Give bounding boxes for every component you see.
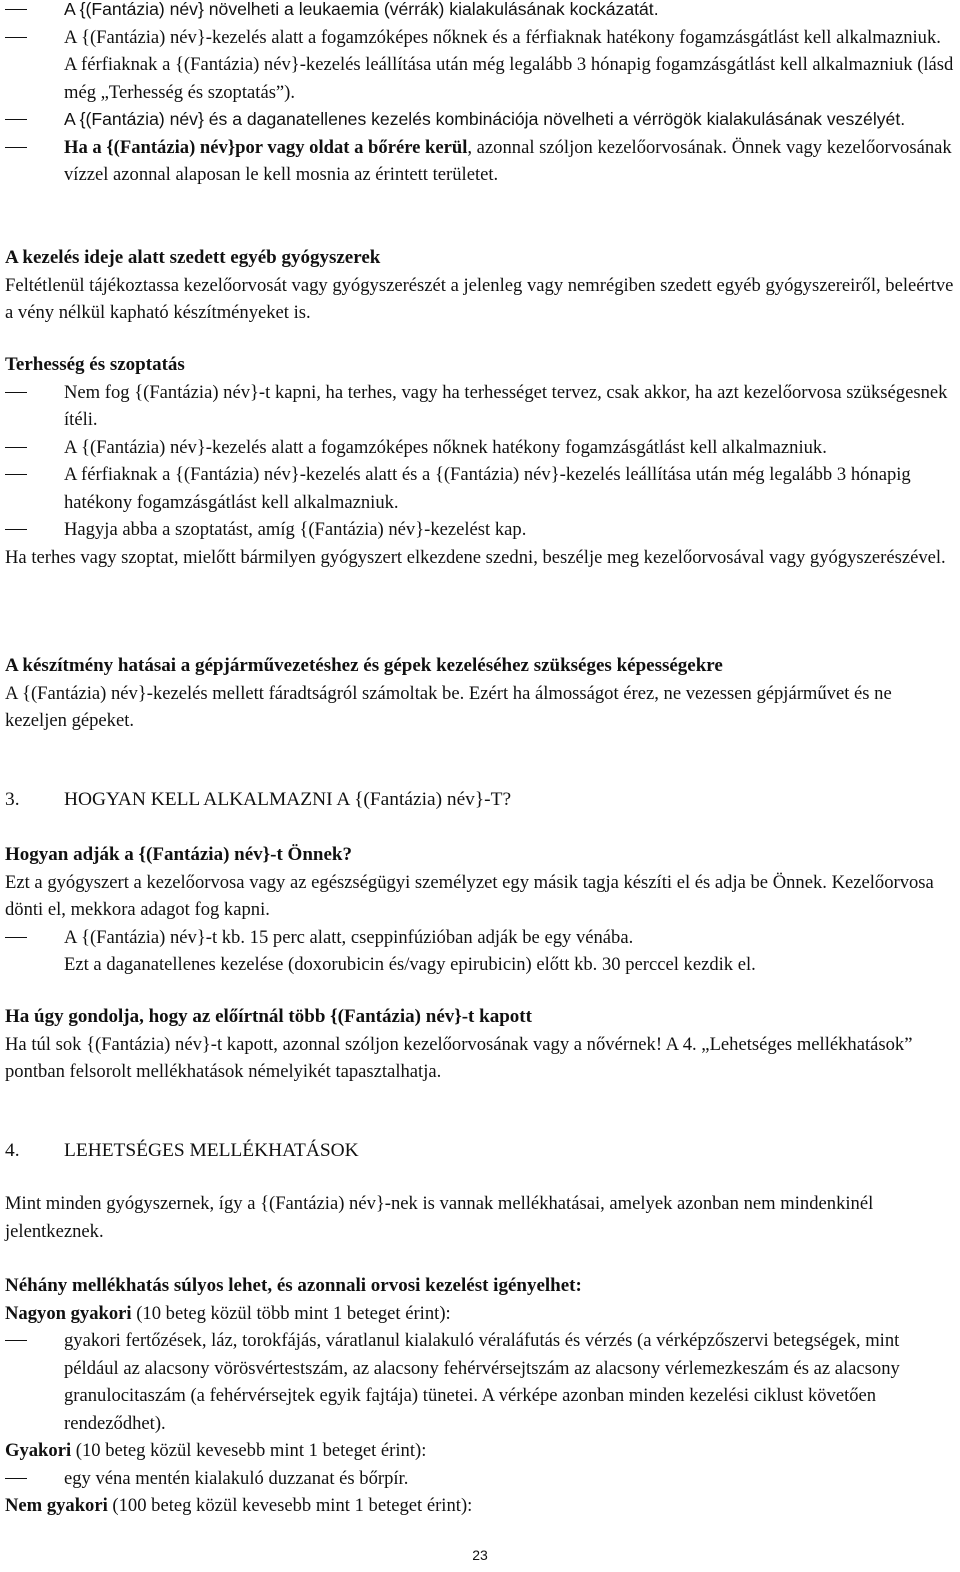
list-item: A {(Fantázia) név} és a daganatellenes kezelés kombinációja növelheti a vérrögök kialakulásának veszélyét. bbox=[5, 106, 955, 134]
list-item: A {(Fantázia) név}-kezelés alatt a fogamzóképes nőknek hatékony fogamzásgátlást kell alkalmazniuk. bbox=[5, 434, 955, 462]
side-effects-intro bbox=[5, 1190, 955, 1245]
page-number: 23 bbox=[472, 1547, 488, 1563]
section-heading: A készítmény hatásai a gépjárművezetéshez és gépek kezeléséhez szükséges képességekre bbox=[5, 655, 723, 676]
other-medicines-section bbox=[5, 244, 955, 327]
paragraph: Ha terhes vagy szoptat, mielőtt bármilyen gyógyszert elkezdene szedni, beszélje meg kezelőorvosával vagy gyógyszerészével. bbox=[5, 546, 946, 568]
pregnancy-section bbox=[5, 351, 955, 571]
section-number: 4. bbox=[5, 1140, 20, 1161]
section-3-heading bbox=[5, 786, 955, 814]
section-4-heading bbox=[5, 1137, 955, 1165]
paragraph: Ezt a gyógyszert a kezelőorvosa vagy az egészségügyi személyzet egy másik tagja készíti el és adja be Önnek. Kezelőorvosa dönti el, mekkora adagot fog kapni. bbox=[5, 871, 934, 920]
dash-bullet bbox=[5, 9, 27, 10]
paragraph: Feltétlenül tájékoztassa kezelőorvosát vagy gyógyszerészét a jelenleg vagy nemrégiben szedett egyéb gyógyszereiről, beleértve a vény nélkül kapható készítményeket is. bbox=[5, 274, 954, 323]
section-title: LEHETSÉGES MELLÉKHATÁSOK bbox=[64, 1140, 359, 1161]
how-given-section bbox=[5, 841, 955, 979]
list-item: A férfiaknak a {(Fantázia) név}-kezelés alatt és a {(Fantázia) név}-kezelés leállítása után még legalább 3 hónapig hatékony fogamzásgátlást kell alkalmazniuk. bbox=[5, 461, 955, 516]
section-heading: Ha úgy gondolja, hogy az előírtnál több {(Fantázia) név}-t kapott bbox=[5, 1006, 532, 1027]
driving-section bbox=[5, 652, 955, 735]
paragraph: Mint minden gyógyszernek, így a {(Fantázia) név}-nek is vannak mellékhatásai, amelyek azonban nem mindenkinél jelentkeznek. bbox=[5, 1193, 874, 1242]
dash-bullet bbox=[5, 37, 27, 38]
dash-bullet bbox=[5, 392, 27, 393]
overdose-section bbox=[5, 1003, 955, 1086]
list-item-skin: Ha a {(Fantázia) név}por vagy oldat a bőrére kerül, azonnal szóljon kezelőorvosának. Önnek vagy kezelőorvosának vízzel azonnal alaposan le kell mosnia az érintett területet. bbox=[5, 134, 955, 189]
frequency-common: Gyakori (10 beteg közül kevesebb mint 1 beteget érint): bbox=[5, 1440, 427, 1461]
list-item: A {(Fantázia) név} növelheti a leukaemia (vérrák) kialakulásának kockázatát. bbox=[5, 0, 955, 24]
frequency-uncommon: Nem gyakori (100 beteg közül kevesebb mint 1 beteget érint): bbox=[5, 1495, 473, 1516]
side-effects-section bbox=[5, 1272, 955, 1520]
section-title: HOGYAN KELL ALKALMAZNI A {(Fantázia) név}-T? bbox=[64, 789, 512, 810]
dash-bullet bbox=[5, 474, 27, 475]
dash-bullet bbox=[5, 937, 27, 938]
list-item: Hagyja abba a szoptatást, amíg {(Fantázia) név}-kezelést kap. bbox=[5, 516, 955, 544]
dash-bullet bbox=[5, 447, 27, 448]
top-list bbox=[5, 0, 955, 189]
list-item: A {(Fantázia) név}-kezelés alatt a fogamzóképes nőknek és a férfiaknak hatékony fogamzásgátlást kell alkalmazniuk. A férfiaknak a {(Fantázia) név}-kezelés leállítása után még legalább 3 hónapig fogamzásgátlást kell alkalmazniuk (lásd még „Terhesség és szoptatás”). bbox=[5, 24, 955, 107]
list-item-continuation: Ezt a daganatellenes kezelése (doxorubicin és/vagy epirubicin) előtt kb. 30 perccel kezdik el. bbox=[64, 954, 756, 975]
section-heading: Terhesség és szoptatás bbox=[5, 354, 185, 375]
paragraph: Ha túl sok {(Fantázia) név}-t kapott, azonnal szóljon kezelőorvosának vagy a nővérnek! A 4. „Lehetséges mellékhatások” pontban felsorolt mellékhatások némelyikét tapasztalhatja. bbox=[5, 1033, 913, 1082]
list-item: gyakori fertőzések, láz, torokfájás, váratlanul kialakuló véraláfutás és vérzés (a vérképzőszervi betegségek, mint például az alacsony vörösvértestszám, az alacsony fehérvérsejtszám az alacsony vérlemezkeszám és az alacsony granulocitaszám (a fehérvérsejtek egyik fajtája) tünetei. A vérképe azonban minden kezelési ciklust követően rendeződhet). bbox=[5, 1327, 955, 1437]
dash-bullet bbox=[5, 529, 27, 530]
list-item: Nem fog {(Fantázia) név}-t kapni, ha terhes, vagy ha terhességet tervez, csak akkor, ha azt kezelőorvosa szükségesnek ítéli. bbox=[5, 379, 955, 434]
list-item: A {(Fantázia) név}-t kb. 15 perc alatt, cseppinfúzióban adják be egy vénába. bbox=[5, 924, 955, 952]
section-heading: Néhány mellékhatás súlyos lehet, és azonnali orvosi kezelést igényelhet: bbox=[5, 1275, 582, 1296]
section-heading: Hogyan adják a {(Fantázia) név}-t Önnek? bbox=[5, 844, 352, 865]
section-number: 3. bbox=[5, 789, 20, 810]
frequency-very-common: Nagyon gyakori (10 beteg közül több mint 1 beteget érint): bbox=[5, 1302, 451, 1324]
dash-bullet bbox=[5, 1478, 27, 1479]
section-heading: A kezelés ideje alatt szedett egyéb gyógyszerek bbox=[5, 247, 381, 268]
paragraph: A {(Fantázia) név}-kezelés mellett fáradtságról számoltak be. Ezért ha álmosságot érez, ne vezessen gépjárművet és ne kezeljen gépeket. bbox=[5, 682, 892, 731]
dash-bullet bbox=[5, 119, 27, 120]
list-item: egy véna mentén kialakuló duzzanat és bőrpír. bbox=[5, 1465, 955, 1493]
dash-bullet bbox=[5, 1340, 27, 1341]
dash-bullet bbox=[5, 147, 27, 148]
